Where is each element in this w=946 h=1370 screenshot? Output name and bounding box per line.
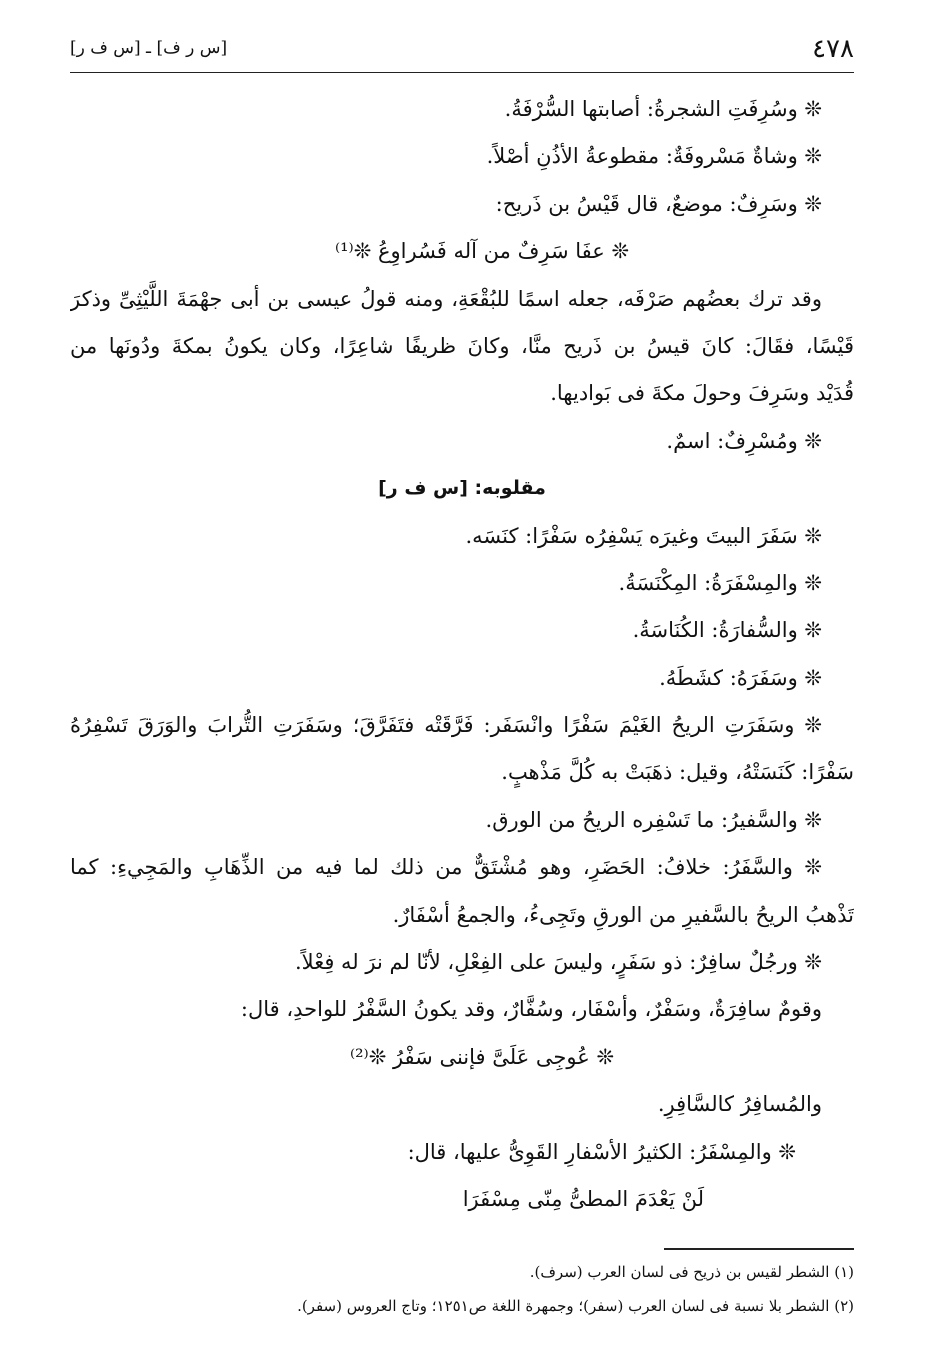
footnotes (70, 1255, 854, 1323)
text-line: ❊ وسَفَرَهُ: كشَطَهُ. (659, 665, 822, 690)
footnote: (١) الشطر لقيس بن ذريح فى لسان العرب (سرف). (529, 1263, 854, 1281)
verse-line: ❊ عفَا سَرِفٌ من آله فَسُراوِعُ ❊⁽¹⁾ (334, 239, 630, 264)
text-line: ❊ والسُّفارَةُ: الكُنَاسَةُ. (632, 618, 822, 643)
text-line: ❊ والمِسْفَرُ: الكثيرُ الأسْفارِ القَوِىُّ عليها، قال: (407, 1139, 796, 1164)
text-line: ❊ وسَرِفٌ: موضعٌ، قال قَيْسُ بن ذَريح: (495, 191, 822, 216)
text-line: ❊ سَفَرَ البيتَ وغيرَه يَسْفِرُه سَفْرًا: كنَسَه. (465, 523, 822, 548)
text-line: ❊ ومُسْرِفٌ: اسمٌ. (666, 428, 822, 453)
text-line: تَذْهبُ الريحُ بالسَّفيرِ من الورقِ وتَجِىءُ، والجمعُ أسْفَارٌ. (392, 902, 854, 927)
text-line: قَيْسًا، فقَالَ: كانَ قيسُ بن ذَريح منَّا، وكانَ ظريفًا شاعِرًا، وكان يكونُ بمكةَ ودُونَها من (70, 333, 854, 358)
text-line: والمُسافِرُ كالسَّافِرِ. (657, 1092, 822, 1117)
verse-line: لَنْ يَعْدَمَ المطىُّ مِنّى مِسْفَرَا (462, 1186, 704, 1211)
text-line: سَفْرًا: كَنَسَتْهُ، وقيل: ذهَبَتْ به كُلَّ مَذْهبٍ. (501, 760, 854, 785)
text-line: ❊ والسَّفَرُ: خلافُ: الحَضَرِ، وهو مُشْتَقٌّ من ذلك لما فيه من الذِّهَابِ والمَجِيءِ: كما (70, 855, 822, 880)
running-head: [س ر ف] ـ [س ف ر] (70, 38, 228, 58)
main-text (70, 86, 854, 1223)
footnote-rule (664, 1248, 854, 1250)
text-line: ❊ وسَفَرَتِ الريحُ الغَيْمَ سَفْرًا وانْسَفَر: فَرَّقَتْه فتَفَرَّقَ؛ وسَفَرَتِ التُّرابَ والوَرَقَ تَسْفِرُهُ (70, 713, 822, 738)
page-number: ٤٧٨ (812, 34, 854, 64)
text-line: قُدَيْد وسَرِفَ وحولَ مكةَ فى بَواديها. (550, 381, 854, 406)
text-line: ❊ وسُرِفَتِ الشجرةُ: أصابتها السُّرْفَةُ. (504, 97, 822, 121)
text-line: وقومٌ سافِرَةٌ، وسَفْرٌ، وأسْفَار، وسُفَّارٌ، وقد يكونُ السَّفْرُ للواحدِ، قال: (240, 997, 822, 1022)
page-header (70, 30, 854, 70)
footnote: (٢) الشطر بلا نسبة فى لسان العرب (سفر)؛ وجمهرة اللغة ص١٢٥١؛ وتاج العروس (سفر). (297, 1297, 854, 1315)
text-line: ❊ والسَّفيرُ: ما تَسْفِره الريحُ من الورق. (485, 807, 822, 832)
verse-line: ❊ عُوجِى عَلَىَّ فإننى سَفْرُ ❊⁽²⁾ (349, 1044, 615, 1069)
text-line: ❊ ورجُلٌ سافِرٌ: ذو سَفَرٍ، وليسَ على الفِعْلِ، لأنّا لم نرَ له فِعْلاً. (295, 950, 822, 975)
section-title: مقلوبه: [س ف ر] (378, 477, 546, 500)
header-rule (70, 72, 854, 73)
text-line: ❊ وشاةٌ مَسْروفَةٌ: مقطوعةُ الأذُنِ أصْلاً. (486, 144, 822, 169)
text-line: ❊ والمِسْفَرَةُ: المِكْنَسَةُ. (618, 570, 822, 595)
text-line: وقد ترك بعضُهم صَرْفَه، جعله اسمًا للبُقْعَةِ، ومنه قولُ عيسى بن أبى جهْمَةَ اللَّيْثِىِّ وذكرَ (70, 286, 822, 311)
